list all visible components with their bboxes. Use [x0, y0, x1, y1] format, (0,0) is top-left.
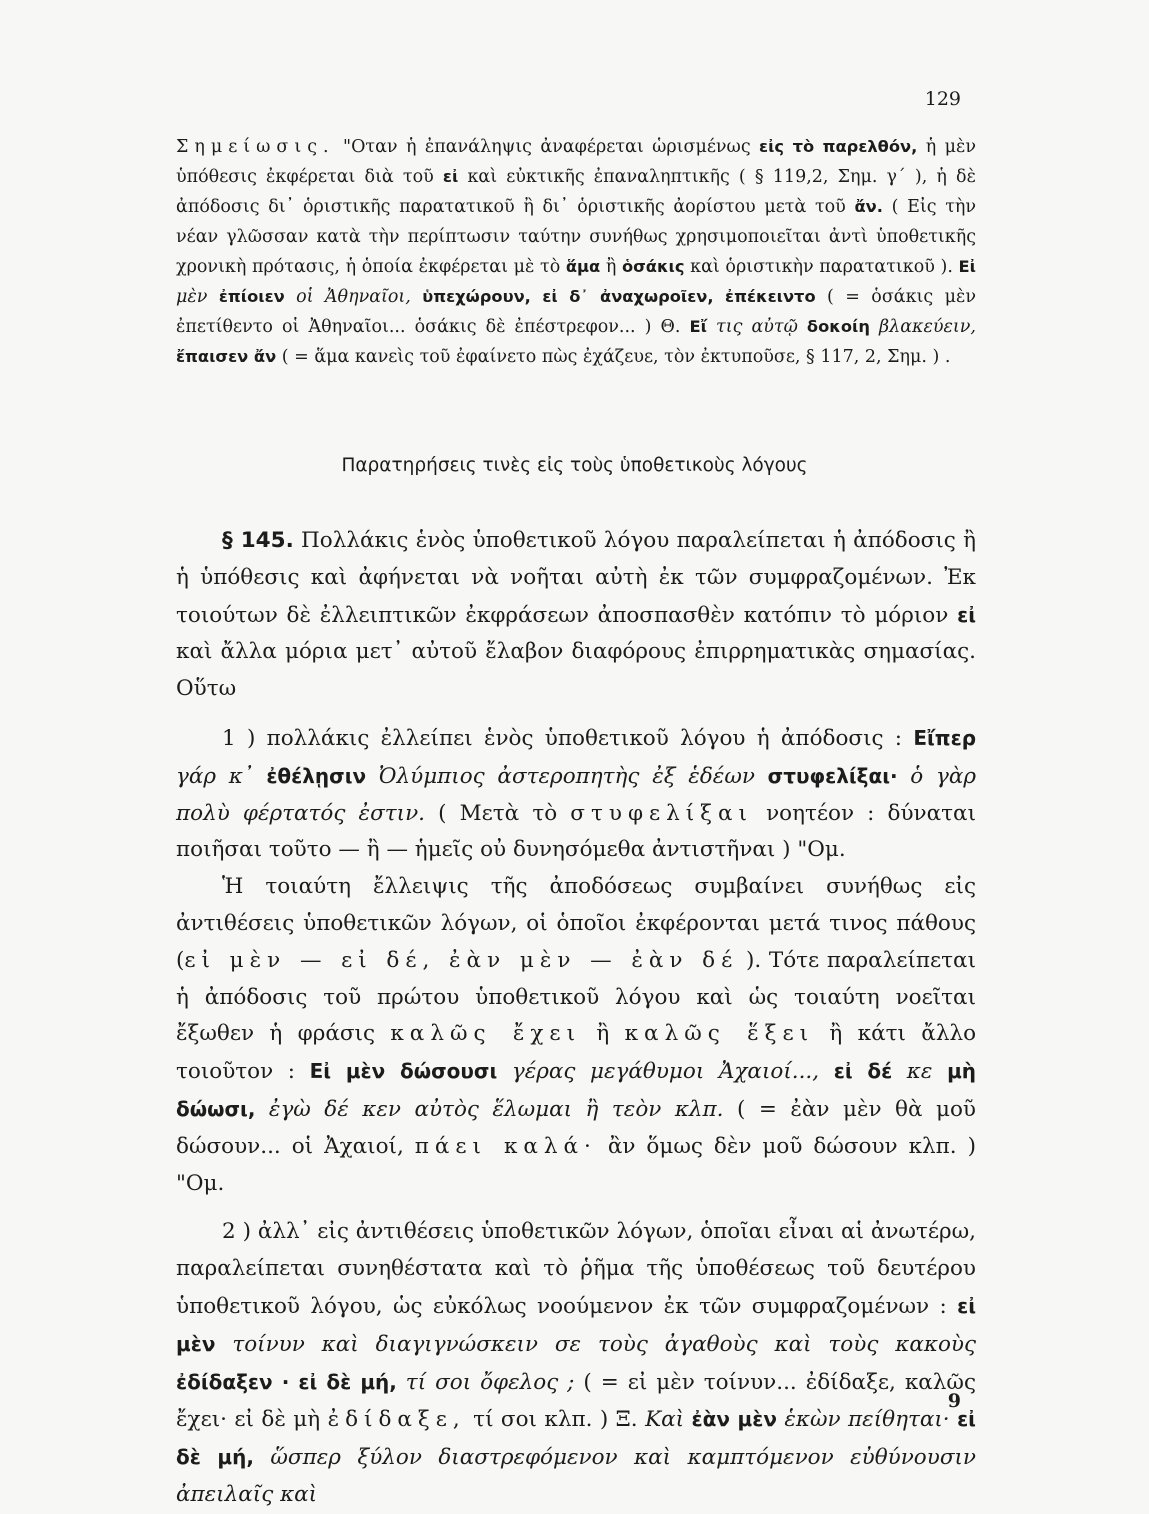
para-text: ἂν ὅμως δὲν μοῦ δώσουν κλπ. ) "Ομ. — [176, 1133, 976, 1196]
item-1-number: 1 ) — [222, 725, 256, 751]
section-number: § 145. — [222, 528, 294, 553]
item-text: νοητέον : δύναται ποιῆσαι τοῦτο — ἢ — ἡμεῖς οὐ δυνησόμεθα ἀντιστῆναι ) "Ομ. — [176, 800, 976, 863]
note-bold: ὑπεχώρουν, εἰ δ᾿ ἀναχωροῖεν, ἐπέκειντο — [422, 287, 816, 306]
note-bold: ἅμα — [565, 257, 601, 276]
note-bold: εἰ — [442, 167, 459, 186]
section-paragraph — [176, 523, 976, 708]
ellipsis-paragraph — [176, 869, 976, 1202]
item-text: τί σοι κλπ. ) Ξ. — [465, 1407, 646, 1433]
item-2-number: 2 ) — [222, 1219, 251, 1245]
note-text: "Οταν ἡ ἐπανάληψις ἀναφέρεται ὡρισμένως — [334, 137, 760, 157]
note-bold: ὁσάκις — [621, 257, 685, 276]
note-bold: Εἰ — [958, 257, 976, 276]
para-italic: γέρας μεγάθυμοι Ἀχαιοί..., — [497, 1059, 834, 1085]
signature-number: 9 — [947, 1390, 961, 1412]
note-bold: ἄν. — [854, 197, 883, 216]
para-text: Ἡ τοιαύτη ἔλλειψις τῆς ἀποδόσεως συμβαίνει συνήθως εἰς ἀντιθέσεις ὑποθετικῶν λόγων, οἱ ὁποῖοι ἐκφέρονται μετά τινος πάθους ( — [176, 874, 976, 973]
note-text: ( Εἰς τὴν νέαν γλῶσσαν κατὰ τὴν περίπτωσιν ταύτην συνήθως χρησιμοποιεῖται ἀντὶ ὑποθετικῆς χρονικὴ πρότασις, ἡ ὁποία ἐκφέρεται μὲ τὸ — [176, 197, 976, 277]
note-italic: βλακεύειν, — [869, 317, 976, 337]
item-spaced: στυφελίξαι — [570, 800, 753, 826]
item-bold: ἐὰν μὲν — [691, 1407, 777, 1432]
note-text: ἡ μὲν ὑπόθεσις ἐκφέρεται διὰ τοῦ — [176, 137, 976, 187]
item-italic: τοίνυν καὶ διαγιγνώσκειν σε τοὺς ἀγαθοὺς καὶ τοὺς κακοὺς — [215, 1331, 976, 1357]
note-italic: τις αὐτῷ — [706, 317, 807, 337]
item-italic: γάρ κ᾿ — [176, 763, 267, 789]
section-bold: εἰ — [957, 602, 976, 627]
note-bold: εἰς τὸ παρελθόν, — [759, 137, 918, 156]
main-text — [176, 523, 976, 1514]
item-text: ( Μετὰ τὸ — [425, 800, 571, 826]
item-bold: Εἴπερ — [913, 725, 977, 750]
para-spaced: εἰ μὲν — εἰ δέ, ἐὰν μὲν — ἐὰν δέ — [184, 947, 739, 973]
item-bold: εἰ μὲν — [176, 1293, 976, 1356]
item-italic: Καὶ — [645, 1407, 692, 1433]
note-text: ἢ — [600, 257, 622, 277]
para-text: ( = ἐὰν μὲν θὰ μοῦ δώσουν... οἱ Ἀχαιοί, — [176, 1096, 976, 1159]
para-italic: κε — [892, 1059, 948, 1085]
para-spaced: καλῶς ἕξει — [624, 1021, 815, 1047]
para-text: ἢ κάτι ἄλλο τοιοῦτον : — [176, 1021, 977, 1085]
item-text: πολλάκις ἐλλείπει ἑνὸς ὑποθετικοῦ λόγου ἡ ἀπόδοσις : — [255, 725, 914, 751]
item-bold: εἰ δὲ μή, — [176, 1407, 976, 1470]
item-text: ( = εἰ μὲν τοίνυν... ἐδίδαξε, καλῶς ἔχει· εἰ δὲ μὴ — [176, 1369, 976, 1433]
item-bold: στυφελίξαι· — [767, 763, 898, 788]
item-italic: τί σοι ὄφελος ; — [396, 1369, 575, 1395]
item-2-paragraph — [176, 1214, 976, 1513]
para-spaced: καλῶς ἔχει — [390, 1021, 582, 1047]
note-label: Σημείωσις. — [176, 137, 335, 157]
note-paragraph — [176, 132, 976, 372]
note-italic: οἱ Ἀθηναῖοι, — [284, 287, 423, 307]
item-bold: ἐθέλῃσιν — [266, 763, 367, 788]
item-1-paragraph — [176, 720, 976, 869]
note-text: καὶ ὁριστικὴν παρατατικοῦ ). — [684, 257, 959, 277]
page-number: 129 — [924, 88, 961, 110]
para-italic: ἐγὼ δέ κεν αὐτὸς ἕλωμαι ἢ τεὸν κλπ. — [255, 1096, 724, 1122]
note-text: ( = ὁσάκις μὲν ἐπετίθεντο οἱ Ἀθηναῖοι... ὁσάκις δὲ ἐπέστρεφον... ) Θ. — [176, 287, 977, 337]
note-bold: Εἴ — [689, 317, 707, 336]
item-text: ἀλλ᾿ εἰς ἀντιθέσεις ὑποθετικῶν λόγων, ὁποῖαι εἶναι αἱ ἀνωτέρω, παραλείπεται συνηθέστατα καὶ τὸ ῥῆμα τῆς ὑποθέσεως τοῦ δευτέρου ὑποθετικοῦ λόγου, ὡς εὐκόλως νοούμενον ἐκ τῶν συμφραζομένων : — [176, 1219, 976, 1319]
note-bold: δοκοίη — [806, 317, 870, 336]
item-italic: ὁ γὰρ πολὺ φέρτατός ἐστιν. — [176, 763, 976, 826]
note-bold: ἔπαισεν ἄν — [176, 347, 277, 366]
note-text: καὶ εὐκτικῆς ἐπαναληπτικῆς ( § 119,2, Σημ. γ΄ ), ἡ δὲ ἀπόδοσις δι᾿ ὁριστικῆς παρατατικοῦ ἢ δι᾿ ὁριστικῆς ἀορίστου μετὰ τοῦ — [176, 167, 976, 217]
item-bold: ἐδίδαξεν · εἰ δὲ μή, — [176, 1369, 397, 1394]
note-bold: ἐπίοιεν — [218, 287, 285, 306]
item-italic: Ὀλύμπιος ἀστεροπητὴς ἐξ ἑδέων — [366, 763, 768, 789]
para-bold: Εἰ μὲν δώσουσι — [309, 1059, 498, 1084]
section-text: καὶ ἄλλα μόρια μετ᾿ αὐτοῦ ἔλαβον διαφόρους ἐπιρρηματικὰς σημασίας. Οὕτω — [176, 639, 976, 702]
para-bold: εἰ δέ — [833, 1059, 893, 1084]
para-spaced: πάει καλά· — [414, 1133, 597, 1159]
item-spaced: ἐδίδαξε, — [327, 1407, 466, 1433]
section-text: Πολλάκις ἑνὸς ὑποθετικοῦ λόγου παραλείπεται ἡ ἀπόδοσις ἢ ἡ ὑπόθεσις καὶ ἀφήνεται νὰ νοῆται αὐτὴ ἐκ τῶν συμφραζομένων. Ἐκ τοιούτων δὲ ἐλλειπτικῶν ἐκφράσεων ἀποσπασθὲν κατόπιν τὸ μόριον — [176, 528, 976, 628]
item-italic: ἑκὼν πείθηται· — [776, 1407, 958, 1433]
note-italic: μὲν — [176, 287, 219, 307]
para-text: ). Τότε παραλείπεται ἡ ἀπόδοσις τοῦ πρώτου ὑποθετικοῦ λόγου καὶ ὡς τοιαύτη νοεῖται ἔξωθεν ἡ φράσις — [176, 947, 977, 1047]
para-bold: μὴ δώωσι, — [176, 1059, 976, 1121]
section-heading: Παρατηρήσεις τινὲς εἰς τοὺς ὑποθετικοὺς λόγους — [341, 455, 808, 476]
para-text: ἢ — [581, 1021, 625, 1047]
note-text: ( = ἅμα κανεὶς τοῦ ἐφαίνετο πὼς ἐχάζευε, τὸν ἐκτυποῦσε, § 117, 2, Σημ. ) . — [276, 347, 951, 367]
item-italic: ὥσπερ ξύλον διαστρεφόμενον καὶ καμπτόμενον εὐθύνουσιν ἀπειλαῖς καὶ — [176, 1445, 976, 1507]
